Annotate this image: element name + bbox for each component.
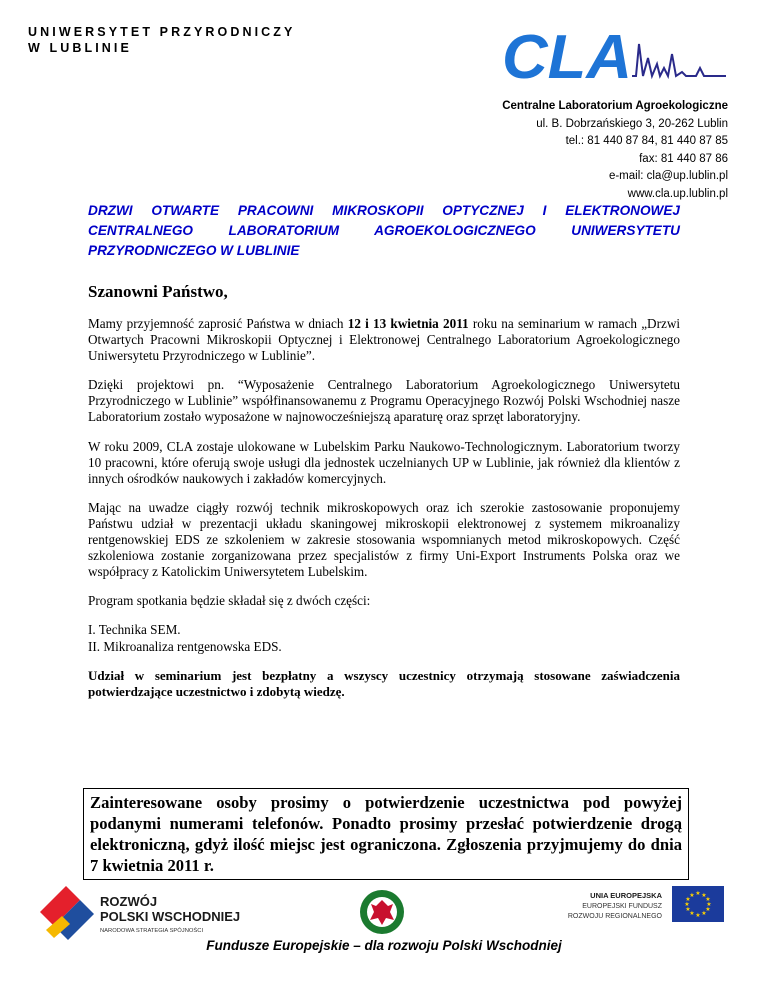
footer-logos	[40, 882, 740, 942]
address-line: ul. B. Dobrzańskiego 3, 20-262 Lublin	[536, 117, 728, 130]
rpw-logo-line-2: POLSKI WSCHODNIEJ	[100, 909, 241, 924]
email-line: e-mail: cla@up.lublin.pl	[608, 170, 728, 182]
svg-text:★: ★	[701, 892, 707, 899]
cla-logo	[500, 24, 730, 88]
svg-text:★: ★	[695, 890, 701, 897]
website-line: www.cla.up.lublin.pl	[627, 187, 728, 200]
rozwoj-polski-wschodniej-logo	[40, 886, 240, 940]
svg-text:★: ★	[685, 906, 691, 913]
registration-notice-box: Zainteresowane osoby prosimy o potwierdzenie uczestnictwa pod powyżej podanymi numerami telefonów. Ponadto prosimy przesłać potwierdzenie drogą elektroniczną, gdyż ilość miejsc jest ograniczona. Zgłoszenia przyjmujemy do dnia 7 kwietnia 2011 r.	[83, 788, 689, 880]
phone-line: tel.: 81 440 87 84, 81 440 87 85	[565, 135, 728, 147]
paragraph-history: W roku 2009, CLA zostaje ulokowane w Lubelskim Parku Naukowo-Technologicznym. Laboratorium tworzy 10 pracowni, które oferują swoje usługi dla jednostek uczelnianych UP w Lublinie, jak również dla klientów z innych ośrodków naukowych i zakładów komercyjnych.	[88, 438, 680, 486]
eu-logo-line-1: UNIA EUROPEJSKA	[590, 891, 662, 900]
lab-name: Centralne Laboratorium Agroekologiczne	[502, 100, 728, 112]
svg-text:★: ★	[701, 910, 707, 917]
eu-logo-line-3: ROZWOJU REGIONALNEGO	[567, 913, 662, 920]
svg-text:★: ★	[685, 896, 691, 903]
free-participation-note: Udział w seminarium jest bezpłatny a wszyscy uczestnicy otrzymają stosowane zaświadczenia potwierdzające uczestnictwo i zdobytą wiedzę.	[88, 667, 680, 699]
cla-logo-waveform	[632, 44, 726, 76]
salutation: Szanowni Państwo,	[88, 282, 228, 301]
program-item-1: I. Technika SEM.	[88, 622, 181, 638]
university-line-1: UNIWERSYTET PRZYRODNICZY	[28, 25, 296, 39]
invitation-text-c: roku na seminarium w ramach „Drzwi Otwartych Pracowni Mikroskopii Optycznej i Elektronowej Centralnego Laboratorium Agroekologicznego Uniwersytetu Przyrodniczego w Lublinie”.	[88, 316, 681, 364]
svg-text:★: ★	[695, 912, 701, 919]
footer-slogan: Fundusze Europejskie – dla rozwoju Polski Wschodniej	[206, 938, 562, 953]
university-line-2: W LUBLINIE	[28, 41, 132, 55]
polish-emblem-seal	[360, 890, 404, 934]
invitation-text-a: Mamy przyjemność zaprosić Państwa w dniach	[88, 316, 348, 331]
svg-text:★: ★	[689, 910, 695, 917]
rpw-logo-line-1: ROZWÓJ	[100, 894, 158, 909]
svg-text:★: ★	[705, 906, 711, 913]
fax-line: fax: 81 440 87 86	[639, 152, 728, 165]
paragraph-invitation	[88, 316, 680, 364]
eu-logo-line-2: EUROPEJSKI FUNDUSZ	[582, 903, 662, 910]
cla-logo-text: CLA	[502, 24, 632, 88]
svg-text:★: ★	[689, 892, 695, 899]
paragraph-project: Dzięki projektowi pn. “Wyposażenie Centralnego Laboratorium Agroekologicznego Uniwersytetu Przyrodniczego w Lublinie” współfinansowanemu z Programu Operacyjnego Rozwój Polski Wschodniej nasze Laboratorium zostało wyposażone w najnowocześniejszą aparaturę oraz sprzęt laboratoryjny.	[88, 377, 680, 425]
paragraph-training: Mając na uwadze ciągły rozwój technik mikroskopowych oraz ich szerokie zastosowanie proponujemy Państwu udział w prezentacji układu skaningowej mikroskopii elektronowej z systemem mikroanalizy rentgenowskiej EDS ze szkoleniem w zakresie stosowania wspomnianych metod mikroskopowych. Część szkoleniowa zostanie zorganizowana przez specjalistów z firmy Uni-Export Instruments Polska oraz we współpracy z Katolickim Uniwersytetem Lubelskim.	[88, 499, 680, 580]
contact-block	[502, 98, 728, 203]
invitation-dates: 12 i 13 kwietnia 2011	[347, 316, 469, 331]
university-name	[28, 24, 295, 56]
svg-text:★: ★	[706, 901, 712, 908]
paragraph-program-intro: Program spotkania będzie składał się z dwóch części:	[88, 593, 371, 609]
svg-text:★: ★	[705, 896, 711, 903]
svg-text:★: ★	[684, 901, 690, 908]
letter-body	[88, 316, 680, 713]
eu-regional-fund-logo	[568, 886, 724, 922]
rpw-logo-line-3: NARODOWA STRATEGIA SPÓJNOŚCI	[100, 928, 204, 934]
event-heading: DRZWI OTWARTE PRACOWNI MIKROSKOPII OPTYCZNEJ I ELEKTRONOWEJ CENTRALNEGO LABORATORIUM AGROEKOLOGICZNEGO UNIWERSYTETU PRZYRODNICZEGO W LUBLINIE	[88, 203, 680, 258]
program-item-2: II. Mikroanaliza rentgenowska EDS.	[88, 638, 282, 654]
